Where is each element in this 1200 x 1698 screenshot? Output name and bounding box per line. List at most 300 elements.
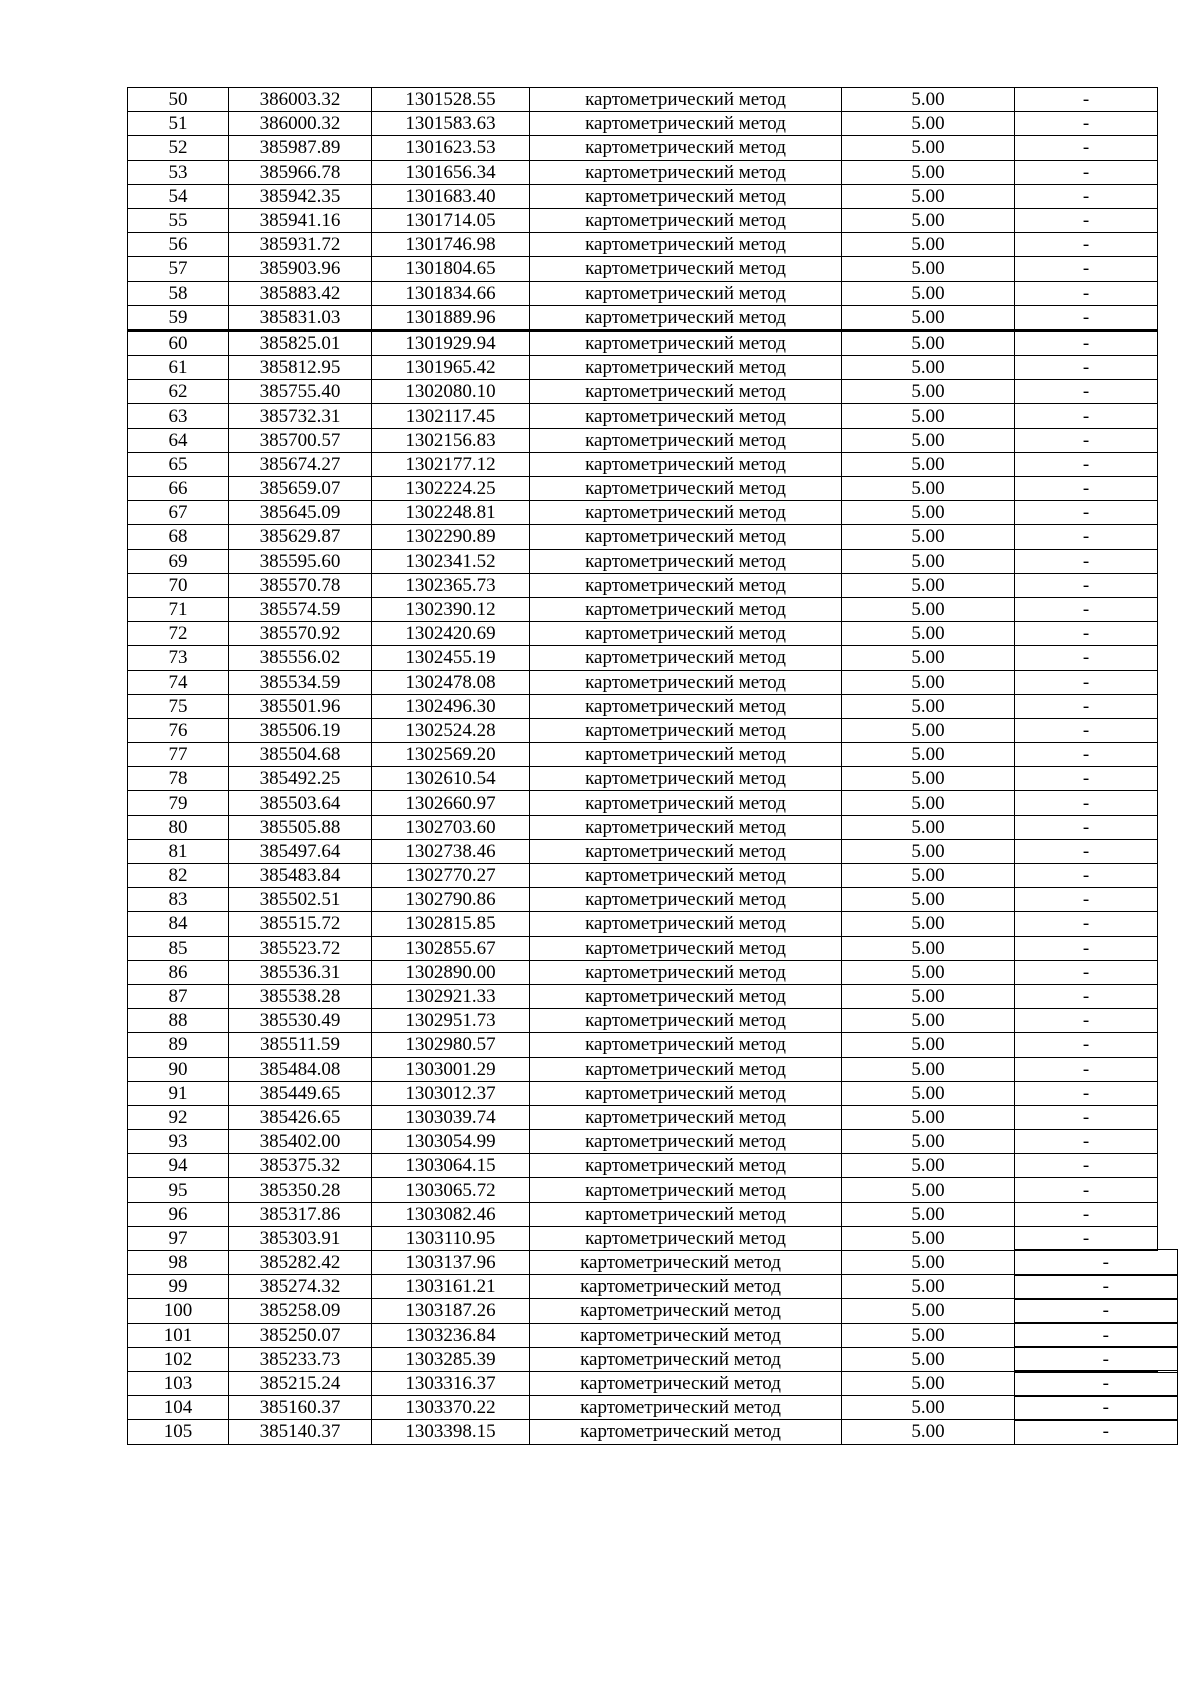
- y-coordinate-cell: 1303039.74: [372, 1105, 530, 1129]
- accuracy-cell: 5.00: [842, 428, 1015, 452]
- method-cell: картометрический метод: [530, 501, 842, 525]
- x-coordinate-cell: 385484.08: [229, 1057, 372, 1081]
- accuracy-cell: 5.00: [842, 233, 1015, 257]
- note-cell: -: [1015, 912, 1158, 936]
- note-cell: -: [1015, 305, 1158, 330]
- point-number-cell: 84: [128, 912, 229, 936]
- point-number-cell: 90: [128, 1057, 229, 1081]
- accuracy-cell: 5.00: [842, 1420, 1015, 1444]
- table-row: [128, 622, 1158, 646]
- x-coordinate-cell: 385831.03: [229, 305, 372, 330]
- y-coordinate-cell: 1302080.10: [372, 380, 530, 404]
- accuracy-cell: 5.00: [842, 257, 1015, 281]
- x-coordinate-cell: 385825.01: [229, 330, 372, 355]
- note-cell: -: [1015, 477, 1158, 501]
- accuracy-cell: 5.00: [842, 960, 1015, 984]
- table-row: [128, 549, 1158, 573]
- point-number-cell: 71: [128, 597, 229, 621]
- note-cell: -: [1015, 549, 1158, 573]
- accuracy-cell: 5.00: [842, 1178, 1015, 1202]
- note-cell: -: [1015, 501, 1158, 525]
- point-number-cell: 87: [128, 984, 229, 1008]
- y-coordinate-cell: 1302117.45: [372, 404, 530, 428]
- x-coordinate-cell: 386000.32: [229, 112, 372, 136]
- point-number-cell: 56: [128, 233, 229, 257]
- method-cell: картометрический метод: [530, 1130, 842, 1154]
- x-coordinate-cell: 385700.57: [229, 428, 372, 452]
- accuracy-cell: 5.00: [842, 718, 1015, 742]
- note-cell: -: [1015, 597, 1158, 621]
- point-number-cell: 78: [128, 767, 229, 791]
- table-row: [128, 864, 1158, 888]
- y-coordinate-cell: 1302738.46: [372, 839, 530, 863]
- method-cell: картометрический метод: [530, 960, 842, 984]
- method-cell: картометрический метод: [530, 791, 842, 815]
- method-cell: картометрический метод: [530, 646, 842, 670]
- note-cell: -: [1015, 380, 1158, 404]
- note-cell: -: [1015, 984, 1158, 1008]
- accuracy-cell: 5.00: [842, 839, 1015, 863]
- table-row: [128, 525, 1158, 549]
- x-coordinate-cell: 385506.19: [229, 718, 372, 742]
- x-coordinate-cell: 385966.78: [229, 160, 372, 184]
- y-coordinate-cell: 1303316.37: [372, 1371, 530, 1395]
- x-coordinate-cell: 385645.09: [229, 501, 372, 525]
- y-coordinate-cell: 1301889.96: [372, 305, 530, 330]
- note-cell: -: [1015, 525, 1158, 549]
- y-coordinate-cell: 1303001.29: [372, 1057, 530, 1081]
- y-coordinate-cell: 1301929.94: [372, 330, 530, 355]
- accuracy-cell: 5.00: [842, 184, 1015, 208]
- method-cell: картометрический метод: [530, 305, 842, 330]
- accuracy-cell: 5.00: [842, 452, 1015, 476]
- accuracy-cell: 5.00: [842, 1057, 1015, 1081]
- x-coordinate-cell: 385274.32: [229, 1275, 372, 1299]
- accuracy-cell: 5.00: [842, 404, 1015, 428]
- point-number-cell: 104: [128, 1396, 229, 1420]
- x-coordinate-cell: 385942.35: [229, 184, 372, 208]
- method-cell: картометрический метод: [530, 257, 842, 281]
- note-cell: -: [1015, 112, 1158, 136]
- method-cell: картометрический метод: [530, 330, 842, 355]
- method-cell: картометрический метод: [530, 1178, 842, 1202]
- point-number-cell: 92: [128, 1105, 229, 1129]
- method-cell: картометрический метод: [530, 573, 842, 597]
- method-cell: картометрический метод: [530, 281, 842, 305]
- note-cell: [1015, 1371, 1158, 1395]
- y-coordinate-cell: 1302980.57: [372, 1033, 530, 1057]
- accuracy-cell: 5.00: [842, 330, 1015, 355]
- note-cell: -: [1015, 960, 1158, 984]
- method-cell: картометрический метод: [530, 1033, 842, 1057]
- x-coordinate-cell: 385375.32: [229, 1154, 372, 1178]
- accuracy-cell: 5.00: [842, 1347, 1015, 1371]
- point-number-cell: 79: [128, 791, 229, 815]
- accuracy-cell: 5.00: [842, 501, 1015, 525]
- point-number-cell: 83: [128, 888, 229, 912]
- method-cell: картометрический метод: [530, 1105, 842, 1129]
- table-row: [128, 233, 1158, 257]
- y-coordinate-cell: 1302569.20: [372, 743, 530, 767]
- method-cell: картометрический метод: [530, 815, 842, 839]
- table-row: [128, 428, 1158, 452]
- point-number-cell: 75: [128, 694, 229, 718]
- accuracy-cell: 5.00: [842, 525, 1015, 549]
- method-cell: картометрический метод: [530, 404, 842, 428]
- table-row: [128, 1081, 1158, 1105]
- note-cell: -: [1015, 1009, 1158, 1033]
- x-coordinate-cell: 385534.59: [229, 670, 372, 694]
- table-row: [128, 670, 1158, 694]
- accuracy-cell: 5.00: [842, 597, 1015, 621]
- y-coordinate-cell: 1302815.85: [372, 912, 530, 936]
- y-coordinate-cell: 1302921.33: [372, 984, 530, 1008]
- note-cell: -: [1015, 1130, 1158, 1154]
- note-cell: -: [1015, 1033, 1158, 1057]
- x-coordinate-cell: 385883.42: [229, 281, 372, 305]
- note-cell: -: [1015, 670, 1158, 694]
- table-row: [128, 1347, 1158, 1371]
- table-row: [128, 815, 1158, 839]
- point-number-cell: 88: [128, 1009, 229, 1033]
- y-coordinate-cell: 1303285.39: [372, 1347, 530, 1371]
- accuracy-cell: 5.00: [842, 477, 1015, 501]
- table-row: [128, 1226, 1158, 1250]
- table-row: [128, 330, 1158, 355]
- note-cell: -: [1015, 815, 1158, 839]
- point-number-cell: 86: [128, 960, 229, 984]
- method-cell: картометрический метод: [530, 1251, 842, 1275]
- method-cell: картометрический метод: [530, 525, 842, 549]
- point-number-cell: 99: [128, 1275, 229, 1299]
- method-cell: картометрический метод: [530, 1057, 842, 1081]
- table-row: [128, 694, 1158, 718]
- table-row: [128, 888, 1158, 912]
- point-number-cell: 82: [128, 864, 229, 888]
- accuracy-cell: 5.00: [842, 936, 1015, 960]
- point-number-cell: 73: [128, 646, 229, 670]
- point-number-cell: 59: [128, 305, 229, 330]
- point-number-cell: 60: [128, 330, 229, 355]
- method-cell: картометрический метод: [530, 136, 842, 160]
- table-row: [128, 646, 1158, 670]
- x-coordinate-cell: 385941.16: [229, 208, 372, 232]
- point-number-cell: 96: [128, 1202, 229, 1226]
- method-cell: картометрический метод: [530, 1226, 842, 1250]
- table-row: [128, 1057, 1158, 1081]
- x-coordinate-cell: 385987.89: [229, 136, 372, 160]
- table-row: [128, 1009, 1158, 1033]
- point-number-cell: 61: [128, 356, 229, 380]
- y-coordinate-cell: 1302770.27: [372, 864, 530, 888]
- x-coordinate-cell: 385303.91: [229, 1226, 372, 1250]
- y-coordinate-cell: 1303398.15: [372, 1420, 530, 1444]
- method-cell: картометрический метод: [530, 670, 842, 694]
- y-coordinate-cell: 1301714.05: [372, 208, 530, 232]
- accuracy-cell: 5.00: [842, 1130, 1015, 1154]
- method-cell: картометрический метод: [530, 743, 842, 767]
- x-coordinate-cell: 385215.24: [229, 1371, 372, 1395]
- y-coordinate-cell: 1302365.73: [372, 573, 530, 597]
- y-coordinate-cell: 1302890.00: [372, 960, 530, 984]
- table-row: [128, 743, 1158, 767]
- note-cell: [1015, 1420, 1158, 1444]
- point-number-cell: 80: [128, 815, 229, 839]
- method-cell: картометрический метод: [530, 1009, 842, 1033]
- x-coordinate-cell: 385511.59: [229, 1033, 372, 1057]
- method-cell: картометрический метод: [530, 936, 842, 960]
- accuracy-cell: 5.00: [842, 112, 1015, 136]
- x-coordinate-cell: 385556.02: [229, 646, 372, 670]
- point-number-cell: 70: [128, 573, 229, 597]
- method-cell: картометрический метод: [530, 1323, 842, 1347]
- y-coordinate-cell: 1303370.22: [372, 1396, 530, 1420]
- x-coordinate-cell: 385530.49: [229, 1009, 372, 1033]
- note-cell-text: -: [1015, 1274, 1178, 1300]
- x-coordinate-cell: 385931.72: [229, 233, 372, 257]
- y-coordinate-cell: 1303065.72: [372, 1178, 530, 1202]
- table-row: [128, 1130, 1158, 1154]
- accuracy-cell: 5.00: [842, 1323, 1015, 1347]
- note-cell: -: [1015, 356, 1158, 380]
- y-coordinate-cell: 1303064.15: [372, 1154, 530, 1178]
- accuracy-cell: 5.00: [842, 864, 1015, 888]
- method-cell: картометрический метод: [530, 112, 842, 136]
- y-coordinate-cell: 1302455.19: [372, 646, 530, 670]
- note-cell: -: [1015, 88, 1158, 112]
- accuracy-cell: 5.00: [842, 1009, 1015, 1033]
- accuracy-cell: 5.00: [842, 1275, 1015, 1299]
- note-cell: [1015, 1347, 1158, 1371]
- point-number-cell: 57: [128, 257, 229, 281]
- accuracy-cell: 5.00: [842, 208, 1015, 232]
- y-coordinate-cell: 1303012.37: [372, 1081, 530, 1105]
- accuracy-cell: 5.00: [842, 743, 1015, 767]
- accuracy-cell: 5.00: [842, 380, 1015, 404]
- accuracy-cell: 5.00: [842, 356, 1015, 380]
- x-coordinate-cell: 385523.72: [229, 936, 372, 960]
- method-cell: картометрический метод: [530, 694, 842, 718]
- method-cell: картометрический метод: [530, 184, 842, 208]
- accuracy-cell: 5.00: [842, 888, 1015, 912]
- y-coordinate-cell: 1302248.81: [372, 501, 530, 525]
- table-row: [128, 912, 1158, 936]
- point-number-cell: 68: [128, 525, 229, 549]
- table-row: [128, 597, 1158, 621]
- x-coordinate-cell: 385502.51: [229, 888, 372, 912]
- point-number-cell: 55: [128, 208, 229, 232]
- note-cell: -: [1015, 257, 1158, 281]
- point-number-cell: 76: [128, 718, 229, 742]
- note-cell: -: [1015, 936, 1158, 960]
- method-cell: картометрический метод: [530, 380, 842, 404]
- note-cell-text: -: [1015, 1249, 1178, 1275]
- point-number-cell: 74: [128, 670, 229, 694]
- accuracy-cell: 5.00: [842, 646, 1015, 670]
- table-row: [128, 184, 1158, 208]
- note-cell-text: -: [1015, 1346, 1178, 1372]
- point-number-cell: 98: [128, 1251, 229, 1275]
- point-number-cell: 100: [128, 1299, 229, 1323]
- y-coordinate-cell: 1302341.52: [372, 549, 530, 573]
- accuracy-cell: 5.00: [842, 549, 1015, 573]
- y-coordinate-cell: 1301528.55: [372, 88, 530, 112]
- table-row: [128, 356, 1158, 380]
- x-coordinate-cell: 385570.78: [229, 573, 372, 597]
- point-number-cell: 66: [128, 477, 229, 501]
- x-coordinate-cell: 385503.64: [229, 791, 372, 815]
- point-number-cell: 105: [128, 1420, 229, 1444]
- y-coordinate-cell: 1302524.28: [372, 718, 530, 742]
- x-coordinate-cell: 385595.60: [229, 549, 372, 573]
- x-coordinate-cell: 385570.92: [229, 622, 372, 646]
- note-cell: -: [1015, 622, 1158, 646]
- point-number-cell: 72: [128, 622, 229, 646]
- point-number-cell: 62: [128, 380, 229, 404]
- method-cell: картометрический метод: [530, 356, 842, 380]
- note-cell: -: [1015, 646, 1158, 670]
- table-row: [128, 208, 1158, 232]
- note-cell: [1015, 1275, 1158, 1299]
- method-cell: картометрический метод: [530, 1420, 842, 1444]
- y-coordinate-cell: 1302478.08: [372, 670, 530, 694]
- point-number-cell: 97: [128, 1226, 229, 1250]
- x-coordinate-cell: 385755.40: [229, 380, 372, 404]
- y-coordinate-cell: 1302855.67: [372, 936, 530, 960]
- y-coordinate-cell: 1301656.34: [372, 160, 530, 184]
- table-row: [128, 1396, 1158, 1420]
- table-row: [128, 305, 1158, 330]
- table-row: [128, 767, 1158, 791]
- table-row: [128, 281, 1158, 305]
- y-coordinate-cell: 1303161.21: [372, 1275, 530, 1299]
- note-cell: -: [1015, 839, 1158, 863]
- y-coordinate-cell: 1302703.60: [372, 815, 530, 839]
- note-cell: -: [1015, 864, 1158, 888]
- accuracy-cell: 5.00: [842, 1154, 1015, 1178]
- accuracy-cell: 5.00: [842, 791, 1015, 815]
- x-coordinate-cell: 385674.27: [229, 452, 372, 476]
- x-coordinate-cell: 385492.25: [229, 767, 372, 791]
- y-coordinate-cell: 1302660.97: [372, 791, 530, 815]
- x-coordinate-cell: 385160.37: [229, 1396, 372, 1420]
- note-cell: -: [1015, 718, 1158, 742]
- method-cell: картометрический метод: [530, 1371, 842, 1395]
- accuracy-cell: 5.00: [842, 694, 1015, 718]
- method-cell: картометрический метод: [530, 1347, 842, 1371]
- point-number-cell: 85: [128, 936, 229, 960]
- x-coordinate-cell: 385505.88: [229, 815, 372, 839]
- method-cell: картометрический метод: [530, 984, 842, 1008]
- note-cell: [1015, 1299, 1158, 1323]
- x-coordinate-cell: 385504.68: [229, 743, 372, 767]
- note-cell: -: [1015, 1226, 1158, 1250]
- note-cell: [1015, 1323, 1158, 1347]
- accuracy-cell: 5.00: [842, 622, 1015, 646]
- point-number-cell: 64: [128, 428, 229, 452]
- table-row: [128, 1105, 1158, 1129]
- table-row: [128, 573, 1158, 597]
- table-row: [128, 452, 1158, 476]
- method-cell: картометрический метод: [530, 1202, 842, 1226]
- x-coordinate-cell: 385536.31: [229, 960, 372, 984]
- x-coordinate-cell: 385483.84: [229, 864, 372, 888]
- y-coordinate-cell: 1303082.46: [372, 1202, 530, 1226]
- method-cell: картометрический метод: [530, 88, 842, 112]
- point-number-cell: 69: [128, 549, 229, 573]
- accuracy-cell: 5.00: [842, 912, 1015, 936]
- x-coordinate-cell: 385659.07: [229, 477, 372, 501]
- method-cell: картометрический метод: [530, 622, 842, 646]
- table-row: [128, 380, 1158, 404]
- note-cell: -: [1015, 404, 1158, 428]
- x-coordinate-cell: 385497.64: [229, 839, 372, 863]
- accuracy-cell: 5.00: [842, 1251, 1015, 1275]
- table-row: [128, 160, 1158, 184]
- coordinates-table-body: [128, 88, 1158, 1445]
- table-row: [128, 1299, 1158, 1323]
- x-coordinate-cell: 385426.65: [229, 1105, 372, 1129]
- accuracy-cell: 5.00: [842, 281, 1015, 305]
- method-cell: картометрический метод: [530, 208, 842, 232]
- x-coordinate-cell: 385350.28: [229, 1178, 372, 1202]
- note-cell: -: [1015, 573, 1158, 597]
- point-number-cell: 58: [128, 281, 229, 305]
- accuracy-cell: 5.00: [842, 136, 1015, 160]
- y-coordinate-cell: 1302951.73: [372, 1009, 530, 1033]
- table-row: [128, 1275, 1158, 1299]
- note-cell: -: [1015, 1105, 1158, 1129]
- point-number-cell: 93: [128, 1130, 229, 1154]
- method-cell: картометрический метод: [530, 1299, 842, 1323]
- x-coordinate-cell: 385233.73: [229, 1347, 372, 1371]
- point-number-cell: 53: [128, 160, 229, 184]
- note-cell-text: -: [1015, 1370, 1178, 1396]
- method-cell: картометрический метод: [530, 1275, 842, 1299]
- point-number-cell: 102: [128, 1347, 229, 1371]
- y-coordinate-cell: 1303236.84: [372, 1323, 530, 1347]
- x-coordinate-cell: 385812.95: [229, 356, 372, 380]
- x-coordinate-cell: 385250.07: [229, 1323, 372, 1347]
- x-coordinate-cell: 385574.59: [229, 597, 372, 621]
- x-coordinate-cell: 385140.37: [229, 1420, 372, 1444]
- note-cell: -: [1015, 208, 1158, 232]
- y-coordinate-cell: 1301623.53: [372, 136, 530, 160]
- note-cell-text: -: [1015, 1395, 1178, 1421]
- y-coordinate-cell: 1303137.96: [372, 1251, 530, 1275]
- point-number-cell: 91: [128, 1081, 229, 1105]
- x-coordinate-cell: 385903.96: [229, 257, 372, 281]
- table-row: [128, 1251, 1158, 1275]
- note-cell: -: [1015, 1081, 1158, 1105]
- x-coordinate-cell: 385282.42: [229, 1251, 372, 1275]
- point-number-cell: 81: [128, 839, 229, 863]
- y-coordinate-cell: 1301834.66: [372, 281, 530, 305]
- table-row: [128, 1323, 1158, 1347]
- point-number-cell: 51: [128, 112, 229, 136]
- accuracy-cell: 5.00: [842, 1033, 1015, 1057]
- method-cell: картометрический метод: [530, 767, 842, 791]
- note-cell: -: [1015, 743, 1158, 767]
- y-coordinate-cell: 1302390.12: [372, 597, 530, 621]
- table-row: [128, 791, 1158, 815]
- table-row: [128, 477, 1158, 501]
- note-cell: -: [1015, 791, 1158, 815]
- table-row: [128, 404, 1158, 428]
- accuracy-cell: 5.00: [842, 1396, 1015, 1420]
- y-coordinate-cell: 1302290.89: [372, 525, 530, 549]
- table-row: [128, 501, 1158, 525]
